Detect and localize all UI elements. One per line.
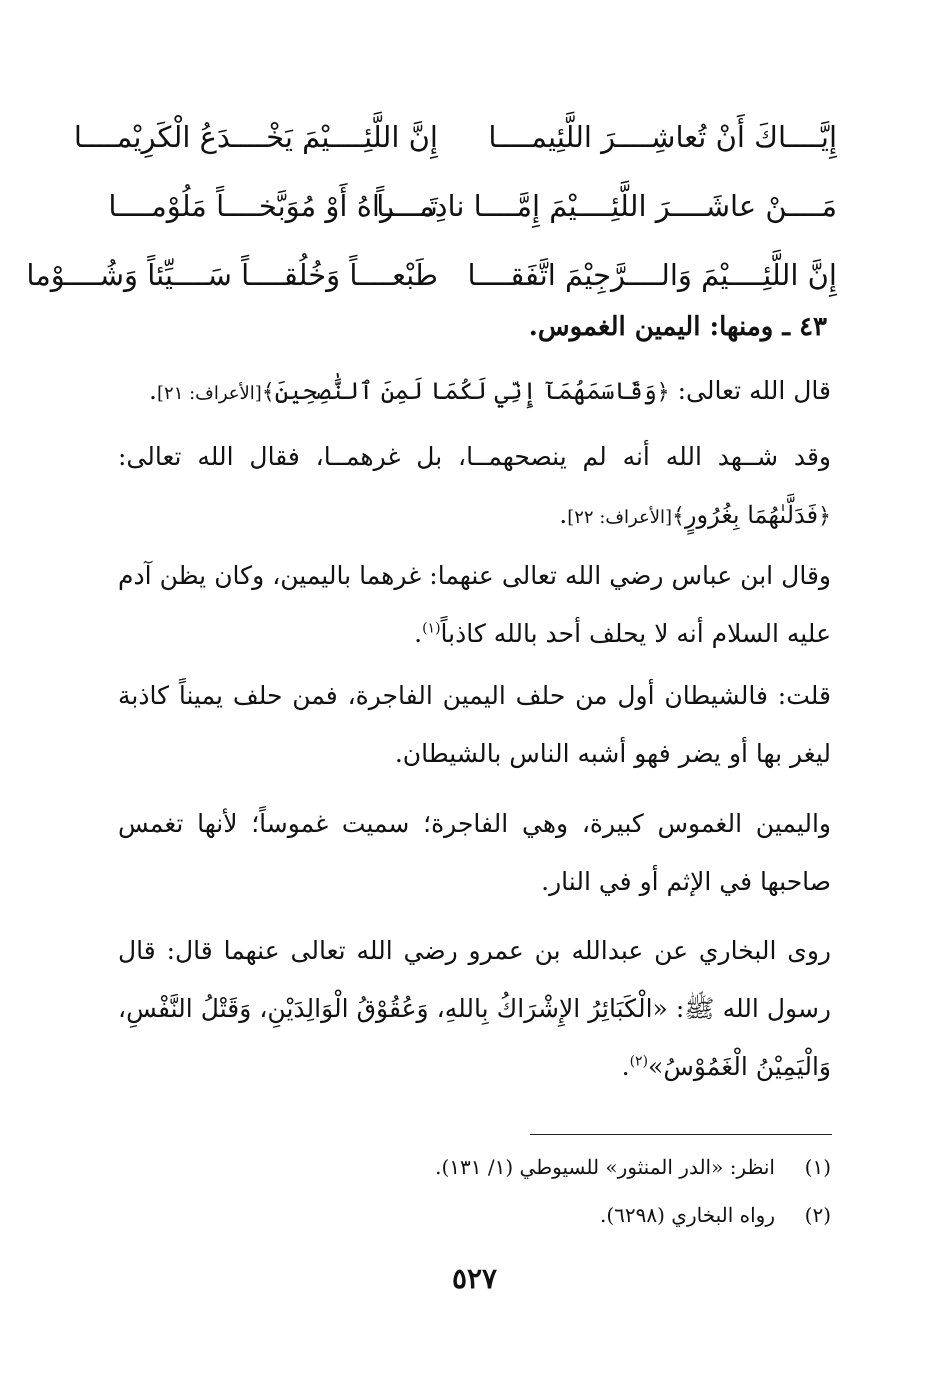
quran-bracket-close: ﴾ (672, 504, 685, 529)
quran-reference: [الأعراف: ٢١] (157, 383, 262, 404)
paragraph-bukhari (118, 922, 831, 1096)
verse-second-half: تَــــراهُ أَوْ مُوَبَّخــــاً مَلُوْمــــا (108, 188, 438, 223)
footnote-number: (٢) (804, 1203, 831, 1227)
paragraph-shaytan: قلت: فالشيطان أول من حلف اليمين الفاجرة، فمن حلف يميناً كاذبة ليغر بها أو يضر فهو أشبه الناس بالشيطان. (118, 681, 831, 768)
footnote-text: رواه البخاري (٦٢٩٨). (599, 1203, 775, 1227)
quran-verse: وَقَاسَمَهُمَآ إِنِّي لَكُمَا لَمِنَ ٱلنَّٰصِحِينَ (274, 377, 657, 405)
footnote (435, 1155, 831, 1179)
footnote-marker: (١) (422, 620, 441, 637)
poem (26, 102, 837, 309)
paragraph-text: وقال ابن عباس رضي الله تعالى عنهما: غرهما باليمين، وكان يظن آدم عليه السلام أنه لا يحلف أحد بالله كاذباً (118, 561, 831, 648)
verse-first-half: إِيَّــــاكَ أَنْ تُعاشِــــرَ اللَّئِيمــــا (488, 119, 837, 154)
paragraph-end: . (414, 619, 423, 648)
paragraph-quran-1 (118, 362, 831, 423)
poem-verse (73, 102, 837, 171)
quran-bracket-close: ﴾ (261, 380, 275, 405)
quran-bracket-open: ﴿ (818, 504, 831, 529)
paragraph-intro: قال الله تعالى: (677, 376, 831, 405)
poem-verse (26, 240, 837, 309)
paragraph-end: . (559, 500, 568, 529)
footnote-text: انظر: «الدر المنثور» للسيوطي (١/ ١٣١). (435, 1155, 775, 1179)
paragraph-ghamus: واليمين الغموس كبيرة، وهي الفاجرة؛ سميت غموساً؛ لأنها تغمس صاحبها في الإثم أو في النار. (118, 809, 831, 896)
verse-first-half: إِنَّ اللَّئِــــيْمَ وَالــــرَّجِيْمَ اتَّفَقــــا (467, 257, 837, 292)
quran-verse: فَدَلَّىٰهُمَا بِغُرُورٍ (684, 501, 819, 529)
paragraph-text: وقد شــهد الله أنه لم ينصحهمــا، بل غرهمــا، فقال الله تعالى: (118, 442, 831, 471)
footnote-separator (530, 1134, 832, 1135)
quran-bracket-open: ﴿ (656, 380, 670, 405)
verse-second-half: طَبْعــــاً وَخُلُقــــاً سَــــيِّئاً وَشُــــوْما (26, 257, 438, 292)
footnote (600, 1203, 831, 1227)
paragraph-quran-2 (118, 428, 831, 547)
paragraph-end: . (621, 1052, 630, 1081)
page-number: ٥٢٧ (451, 1262, 498, 1295)
paragraph-text: روى البخاري عن عبدالله بن عمرو رضي الله تعالى عنهما قال: قال رسول الله ﷺ: «الْكَبَائِرُ الإِشْرَاكُ بِاللهِ، وَعُقُوْقُ الْوَالِدَيْنِ، وَقَتْلُ النَّفْسِ، وَالْيَمِيْنُ الْغَمُوْسُ» (118, 936, 831, 1081)
poem-verse (108, 171, 837, 240)
quran-reference: [الأعراف: ٢٢] (567, 507, 673, 528)
paragraph-end: . (149, 376, 157, 405)
verse-second-half: إِنَّ اللَّئِــــيْمَ يَخْــــدَعُ الْكَرِيْمــــا (73, 119, 438, 154)
footnote-number: (١) (804, 1155, 831, 1179)
section-heading: ٤٣ ـ ومنها: اليمين الغموس. (528, 312, 827, 342)
footnote-marker: (٢) (629, 1053, 649, 1070)
paragraph-ibn-abbas (118, 547, 831, 663)
verse-first-half: مَــــنْ عاشَــــرَ اللَّئِــــيْمَ إِمَّــــا نادِمــــاً (376, 188, 837, 223)
